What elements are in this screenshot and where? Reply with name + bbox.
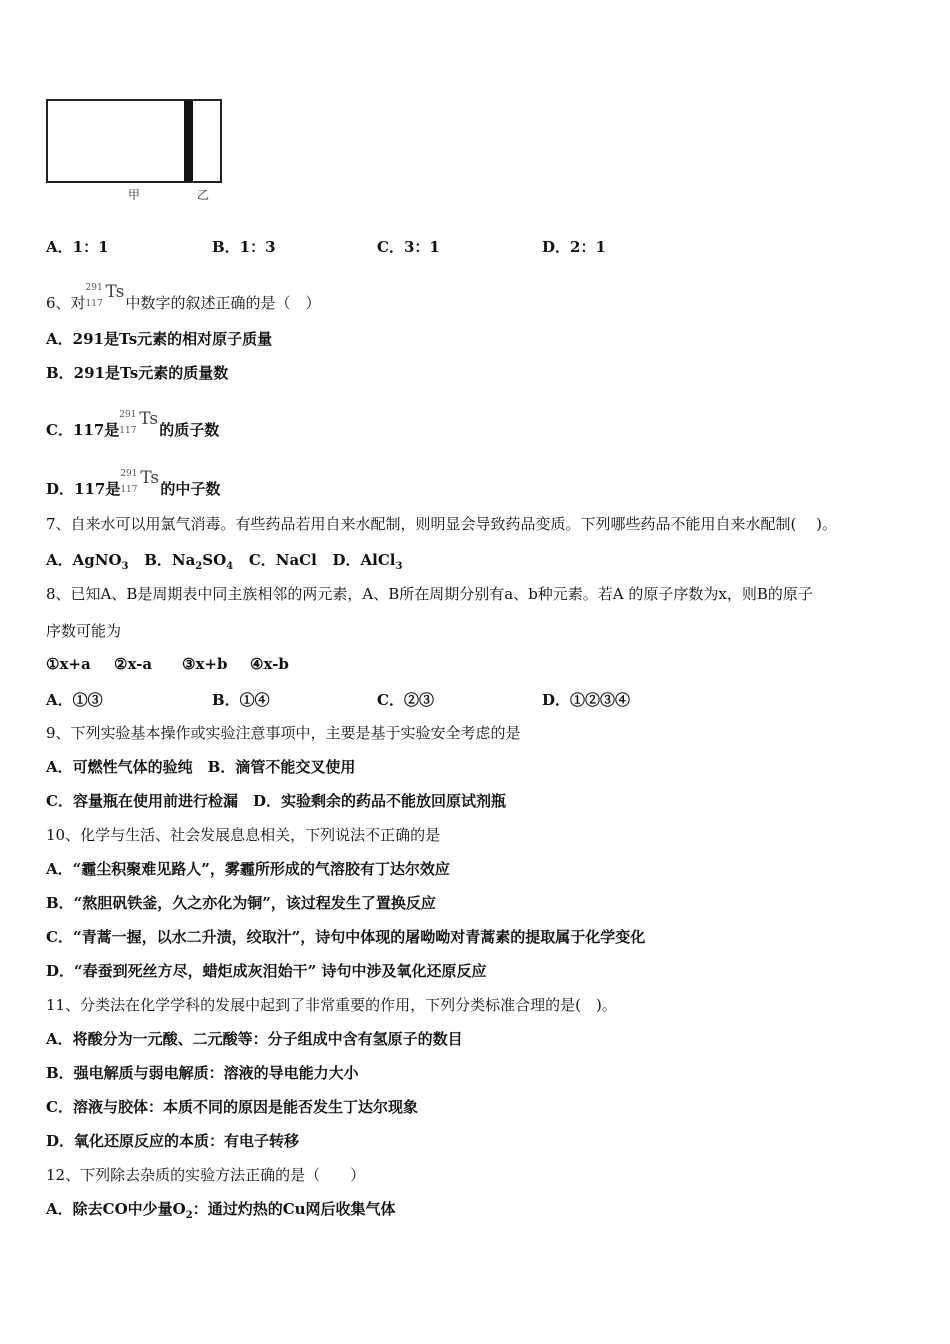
nuclide-ts	[86, 282, 126, 312]
nuclide-z: 117	[120, 485, 138, 495]
q6-d-suffix: 的中子数	[160, 480, 221, 498]
q10-option-b: B．“熬胆矾铁釜，久之亦化为铜”，该过程发生了置换反应	[46, 894, 436, 912]
q8-option-b: B．①④	[212, 691, 270, 709]
q6-option-d	[46, 468, 220, 499]
nuclide-symbol: Ts	[105, 282, 125, 302]
q7-b-label: B．Na	[144, 551, 196, 569]
q10-stem: 10、化学与生活、社会发展息息相关，下列说法不正确的是	[46, 826, 441, 844]
q8-choice-1: ①x+a	[46, 655, 91, 673]
q11-option-b: B．强电解质与弱电解质：溶液的导电能力大小	[46, 1064, 359, 1082]
q10-option-d: D．“春蚕到死丝方尽，蜡炬成灰泪始干” 诗句中涉及氧化还原反应	[46, 962, 487, 980]
q6-c-prefix: C．117是	[46, 421, 120, 439]
q10-option-a: A．“霾尘积聚难见路人”，雾霾所形成的气溶胶有丁达尔效应	[46, 860, 450, 878]
q7-a-label: A．AgNO	[46, 551, 122, 569]
q12-a-sub: 2	[185, 1210, 193, 1221]
q8-stem-line1: 8、已知A、B是周期表中同主族相邻的两元素，A、B所在周期分别有a、b种元素。若A 的原子序数为x，则B的原子	[46, 585, 813, 603]
q11-option-a: A．将酸分为一元酸、二元酸等：分子组成中含有氢原子的数目	[46, 1030, 463, 1048]
q7-a-sub: 3	[121, 561, 129, 572]
nuclide-ts-c	[119, 409, 159, 439]
q7-b-sub2: 4	[226, 561, 234, 572]
q8-option-c: C．②③	[377, 691, 434, 709]
q12-a-prefix: A．除去CO中少量O	[46, 1200, 186, 1218]
q8-stem-line2: 序数可能为	[46, 622, 122, 640]
q12-stem: 12、下列除去杂质的实验方法正确的是（ ）	[46, 1166, 366, 1184]
q7-d-sub: 3	[395, 561, 403, 572]
q6-prefix: 6、对	[46, 294, 86, 312]
q5-option-b: B．1：3	[212, 238, 276, 256]
q9-stem: 9、下列实验基本操作或实验注意事项中，主要是基于实验安全考虑的是	[46, 724, 521, 742]
q8-choice-3: ③x+b	[182, 655, 228, 673]
q8-option-d: D．①②③④	[542, 691, 631, 709]
q10-option-c: C．“青蒿一握，以水二升渍，绞取汁”，诗句中体现的屠呦呦对青蒿素的提取属于化学变化	[46, 928, 646, 946]
q12-option-a	[46, 1199, 396, 1226]
q7-d-label: D．AlCl	[332, 551, 396, 569]
q12-a-suffix: ：通过灼热的Cu网后收集气体	[192, 1200, 396, 1218]
q9-options-cd: C．容量瓶在使用前进行检漏 D．实验剩余的药品不能放回原试剂瓶	[46, 792, 506, 810]
q5-option-c: C．3：1	[377, 238, 440, 256]
q8-choice-2: ②x-a	[114, 655, 153, 673]
q9-options-ab: A．可燃性气体的验纯 B．滴管不能交叉使用	[46, 758, 356, 776]
nuclide-mass: 291	[119, 410, 137, 420]
q6-c-suffix: 的质子数	[159, 421, 220, 439]
q8-option-a: A．①③	[46, 691, 103, 709]
nuclide-mass: 291	[120, 469, 138, 479]
q7-option-d	[332, 551, 403, 572]
q7-stem: 7、自来水可以用氯气消毒。有些药品若用自来水配制，则明显会导致药品变质。下列哪些药品不能用自来水配制( )。	[46, 515, 838, 533]
q7-option-c: C．NaCl	[248, 551, 317, 569]
q11-option-c: C．溶液与胶体：本质不同的原因是能否发生丁达尔现象	[46, 1098, 418, 1116]
q7-b-sub1: 2	[195, 561, 203, 572]
nuclide-mass: 291	[85, 283, 103, 293]
q6-d-prefix: D．117是	[46, 480, 121, 498]
divider-bar	[184, 101, 193, 181]
diagram-container	[46, 99, 222, 183]
nuclide-z: 117	[119, 426, 137, 436]
q11-stem: 11、分类法在化学学科的发展中起到了非常重要的作用，下列分类标准合理的是( )。	[46, 996, 617, 1014]
q6-option-c	[46, 409, 219, 440]
q5-option-a: A．1：1	[46, 238, 109, 256]
q7-options	[46, 550, 402, 577]
q8-choice-4: ④x-b	[250, 655, 289, 673]
q7-option-b	[144, 551, 234, 572]
label-jia: 甲	[128, 188, 141, 202]
nuclide-ts-d	[120, 468, 160, 498]
q7-b-mid: SO	[202, 551, 227, 569]
nuclide-symbol: Ts	[139, 409, 159, 429]
nuclide-symbol: Ts	[140, 468, 160, 488]
q6-option-a: A．291是Ts元素的相对原子质量	[46, 330, 273, 348]
q6-stem	[46, 282, 321, 313]
q6-option-b: B．291是Ts元素的质量数	[46, 364, 229, 382]
label-yi: 乙	[197, 188, 210, 202]
q7-option-a	[46, 551, 129, 572]
q11-option-d: D．氧化还原反应的本质：有电子转移	[46, 1132, 300, 1150]
q6-suffix: 中数字的叙述正确的是（ ）	[125, 294, 321, 312]
q5-option-d: D．2：1	[542, 238, 606, 256]
nuclide-z: 117	[85, 299, 103, 309]
